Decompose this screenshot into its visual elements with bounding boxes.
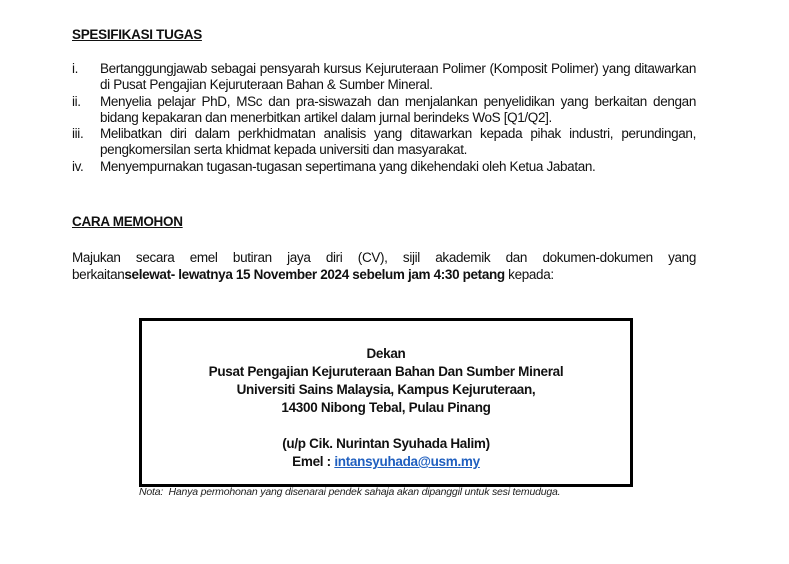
note-text: Nota: Hanya permohonan yang disenarai pendek sahaja akan dipanggil untuk sesi temuduga. bbox=[139, 486, 561, 498]
list-item bbox=[72, 159, 696, 175]
list-item bbox=[72, 126, 696, 159]
item-number: ii. bbox=[72, 93, 81, 109]
item-text: Menyelia pelajar PhD, MSc dan pra-siswazah dan menjalankan penyelidikan yang berkaitan dengan bidang kepakaran dan menerbitkan artikel dalam jurnal berindeks WoS [Q1/Q2]. bbox=[100, 93, 696, 125]
email-link[interactable]: intansyuhada@usm.my bbox=[334, 454, 480, 469]
item-number: iii. bbox=[72, 126, 84, 142]
address-line: Pusat Pengajian Kejuruteraan Bahan Dan Sumber Mineral bbox=[208, 364, 564, 379]
item-text: Bertanggungjawab sebagai pensyarah kursus Kejuruteraan Polimer (Komposit Polimer) yang ditawarkan di Pusat Pengajian Kejuruteraan Bahan & Sumber Mineral. bbox=[100, 61, 696, 93]
address-box bbox=[139, 318, 633, 487]
address-line: 14300 Nibong Tebal, Pulau Pinang bbox=[281, 400, 491, 415]
address-line: Universiti Sains Malaysia, Kampus Kejuruteraan, bbox=[236, 382, 536, 397]
list-item bbox=[72, 61, 696, 94]
list-item bbox=[72, 94, 696, 127]
address-title: Dekan bbox=[366, 346, 406, 361]
duties-list bbox=[72, 61, 696, 175]
email-line bbox=[142, 453, 630, 471]
attention-line: (u/p Cik. Nurintan Syuhada Halim) bbox=[282, 436, 490, 451]
email-label: Emel : bbox=[292, 454, 335, 469]
paragraph-line: Majukan secara emel butiran jaya diri (CV), sijil akademik dan dokumen-dokumen yang bbox=[72, 250, 696, 265]
item-text: Melibatkan diri dalam perkhidmatan analisis yang ditawarkan kepada pihak industri, perundingan, pengkomersilan serta khidmat kepada universiti dan masyarakat. bbox=[100, 126, 696, 158]
deadline-text: selewat- lewatnya 15 November 2024 sebelum jam 4:30 petang bbox=[124, 267, 505, 282]
application-paragraph bbox=[72, 249, 696, 283]
paragraph-text: kepada: bbox=[504, 267, 554, 282]
item-text: Menyempurnakan tugasan-tugasan sepertimana yang dikehendaki oleh Ketua Jabatan. bbox=[100, 158, 596, 174]
paragraph-text: berkaitan bbox=[72, 267, 125, 282]
item-number: i. bbox=[72, 61, 79, 76]
section-heading-spesifikasi: SPESIFIKASI TUGAS bbox=[72, 27, 202, 42]
section-heading-cara-memohon: CARA MEMOHON bbox=[72, 214, 183, 229]
item-number: iv. bbox=[72, 158, 84, 174]
